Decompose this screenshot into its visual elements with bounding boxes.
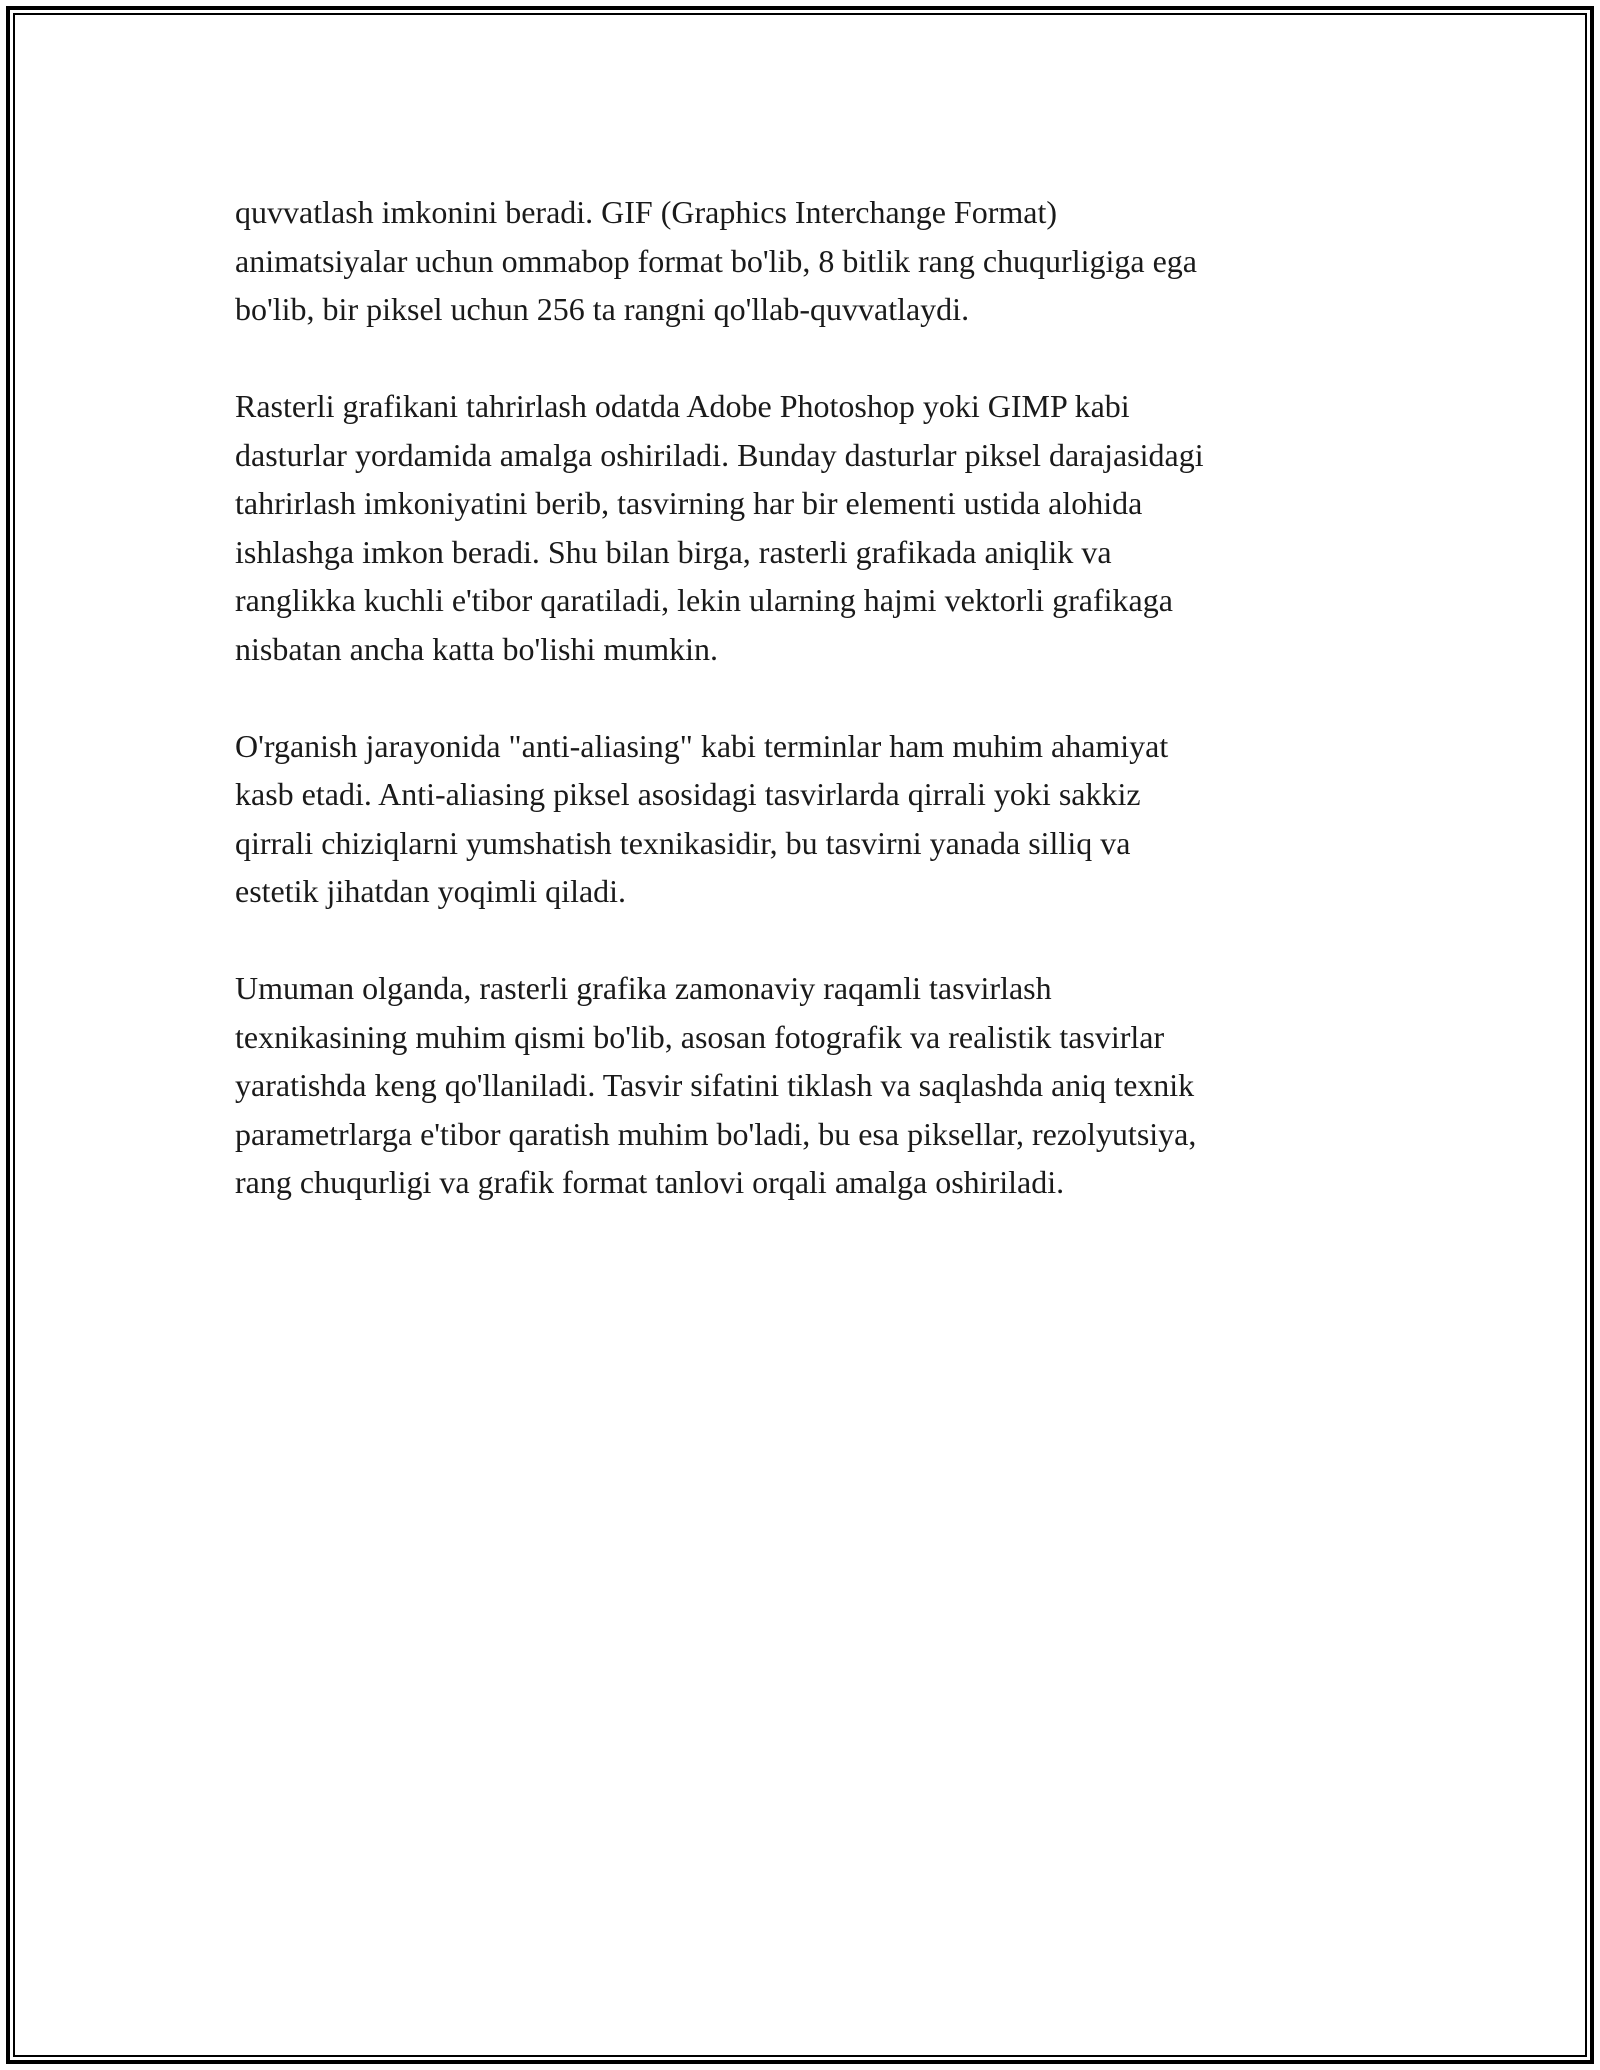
text-line: yaratishda keng qo'llaniladi. Tasvir sifatini tiklash va saqlashda aniq texnik — [235, 1067, 1195, 1103]
text-line: animatsiyalar uchun ommabop format bo'lib, 8 bitlik rang chuqurligiga ega — [235, 242, 1197, 279]
text-line: estetik jihatdan yoqimli qiladi. — [235, 873, 627, 909]
text-line: Umuman olganda, rasterli grafika zamonaviy raqamli tasvirlash — [235, 970, 1052, 1006]
text-line: quvvatlash imkonini beradi. GIF (Graphics Interchange Format) — [235, 194, 1057, 230]
paragraph-1 — [235, 188, 1365, 334]
text-line: ranglikka kuchli e'tibor qaratiladi, lekin ularning hajmi vektorli grafikaga — [235, 582, 1173, 618]
text-line: qirrali chiziqlarni yumshatish texnikasidir, bu tasvirni yanada silliq va — [235, 824, 1131, 861]
text-line: kasb etadi. Anti-aliasing piksel asosidagi tasvirlarda qirrali yoki sakkiz — [235, 776, 1141, 812]
text-line: Rasterli grafikani tahrirlash odatda Adobe Photoshop yoki GIMP kabi — [235, 388, 1130, 424]
document-body — [235, 188, 1365, 1255]
text-line: ishlashga imkon beradi. Shu bilan birga, rasterli grafikada aniqlik va — [235, 533, 1112, 570]
text-line: parametrlarga e'tibor qaratish muhim bo'ladi, bu esa piksellar, rezolyutsiya, — [235, 1115, 1197, 1152]
text-line: bo'lib, bir piksel uchun 256 ta rangni qo'llab-quvvatlaydi. — [235, 291, 970, 327]
text-line: tahrirlash imkoniyatini berib, tasvirning har bir elementi ustida alohida — [235, 485, 1143, 521]
text-line: texnikasining muhim qismi bo'lib, asosan fotografik va realistik tasvirlar — [235, 1018, 1165, 1055]
paragraph-3 — [235, 722, 1365, 916]
text-line: nisbatan ancha katta bo'lishi mumkin. — [235, 630, 718, 667]
paragraph-4 — [235, 964, 1365, 1207]
paragraph-2 — [235, 382, 1365, 673]
text-line: rang chuqurligi va grafik format tanlovi orqali amalga oshiriladi. — [235, 1164, 1065, 1200]
text-line: dasturlar yordamida amalga oshiriladi. Bunday dasturlar piksel darajasidagi — [235, 436, 1204, 473]
text-line: O'rganish jarayonida "anti-aliasing" kabi terminlar ham muhim ahamiyat — [235, 727, 1169, 764]
